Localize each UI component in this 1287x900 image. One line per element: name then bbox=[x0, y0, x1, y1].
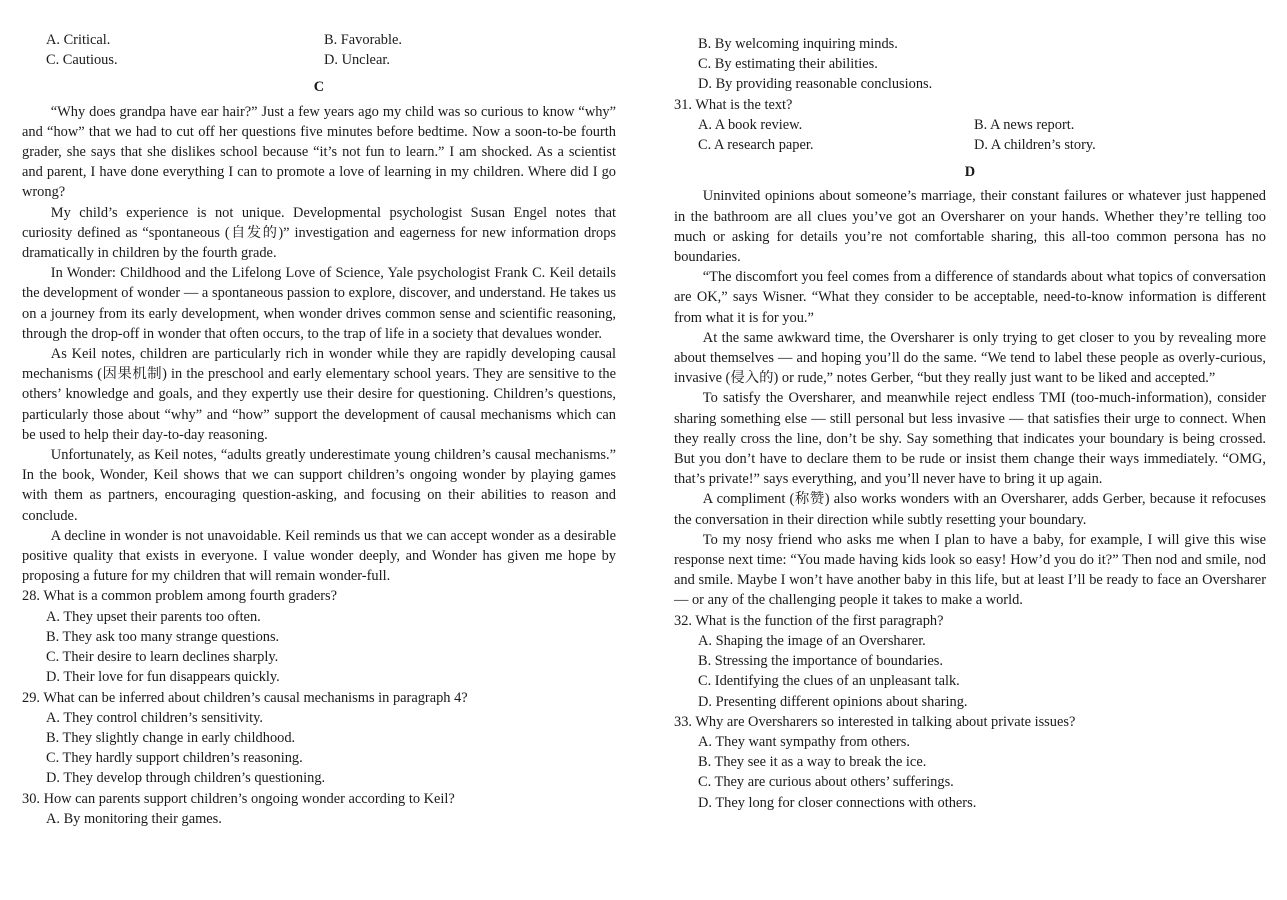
question-31-options-row-2 bbox=[698, 135, 1266, 155]
question-28-option-c: C. Their desire to learn declines sharply. bbox=[46, 649, 279, 666]
question-29-option-a: A. They control children’s sensitivity. bbox=[46, 709, 264, 726]
previous-question-options-row-1 bbox=[46, 30, 616, 50]
question-32-option-d: D. Presenting different opinions about sharing. bbox=[698, 693, 968, 710]
question-32-stem: 32. What is the function of the first paragraph? bbox=[674, 612, 944, 629]
question-30-stem: 30. How can parents support children’s ongoing wonder according to Keil? bbox=[22, 790, 455, 807]
question-32-option-a: A. Shaping the image of an Oversharer. bbox=[698, 632, 926, 649]
question-31-option-d: D. A children’s story. bbox=[974, 137, 1096, 154]
passage-d-paragraph-6: To my nosy friend who asks me when I plan to have a baby, for example, I will give this wise response next time: “You made having kids look so easy! How’d you do it?” Then nod and smile, nod and smile. Maybe I won’t have another baby in this life, but at least I’ll be ready to face an Oversharer — or any of the challenging people it takes to make a world. bbox=[674, 531, 1266, 609]
question-32-option-b: B. Stressing the importance of boundaries. bbox=[698, 653, 943, 670]
passage-d-paragraph-5: A compliment (称赞) also works wonders with an Oversharer, adds Gerber, because it refocuses the conversation in their direction while subtly resetting your boundary. bbox=[674, 491, 1266, 528]
question-30-option-a: A. By monitoring their games. bbox=[46, 810, 222, 827]
question-30-option-b: B. By welcoming inquiring minds. bbox=[698, 36, 898, 52]
passage-c-paragraph-4: As Keil notes, children are particularly rich in wonder while they are rapidly developing causal mechanisms (因果机制) in the preschool and early elementary school years. They are sensitive to the others’ knowledge and goals, and they expertly use their desire for questioning. Children’s questions, particularly those about “why” and “how” support the development of causal mechanisms which can be used to help their day-to-day reasoning. bbox=[22, 346, 616, 443]
passage-d-paragraph-3: At the same awkward time, the Oversharer is only trying to get closer to you by revealing more about themselves — and hoping you’ll do the same. “We tend to label these people as overly-curious, invasive (侵入的) or rude,” notes Gerber, “but they really just want to be liked and accepted.” bbox=[674, 329, 1266, 387]
question-33-option-c: C. They are curious about others’ sufferings. bbox=[698, 774, 954, 791]
passage-c-paragraph-5: Unfortunately, as Keil notes, “adults greatly underestimate young children’s causal mechanisms.” In the book, Wonder, Keil shows that we can support children’s ongoing wonder by playing games with them as partners, encouraging question-asking, and focusing on their abilities to reason and conclude. bbox=[22, 447, 616, 524]
question-31-option-c: C. A research paper. bbox=[698, 137, 814, 154]
option-d: D. Unclear. bbox=[324, 52, 390, 69]
question-28-option-a: A. They upset their parents too often. bbox=[46, 608, 261, 625]
passage-d-paragraph-4: To satisfy the Oversharer, and meanwhile reject endless TMI (too-much-information), consider sharing something else — still personal but less invasive — that satisfies their urge to connect. When they really cross the line, don’t be shy. Say something that indicates your boundary is being crossed. But you don’t have to declare them to be rude or insist them change their ways immediately. “OMG, that’s private!” says everything, and you’ll never have to bring it up again. bbox=[674, 390, 1266, 488]
option-b: B. Favorable. bbox=[324, 32, 402, 48]
passage-d-paragraph-2: “The discomfort you feel comes from a difference of standards about what topics of conversation are OK,” says Wisner. “What they consider to be acceptable, need-to-know information is different from what it is for you.” bbox=[674, 269, 1266, 326]
question-33-option-b: B. They see it as a way to break the ice. bbox=[698, 754, 927, 771]
question-31-option-a: A. A book review. bbox=[698, 116, 803, 133]
question-33-option-d: D. They long for closer connections with others. bbox=[698, 794, 977, 811]
passage-c-paragraph-2: My child’s experience is not unique. Developmental psychologist Susan Engel notes that curiosity defined as “spontaneous (自发的)” investigation and eagerness for new information drops dramatically in children by the fourth grade. bbox=[22, 204, 616, 262]
question-28-option-b: B. They ask too many strange questions. bbox=[46, 628, 280, 645]
question-31-option-b: B. A news report. bbox=[974, 116, 1075, 133]
section-c-heading: C bbox=[313, 79, 325, 96]
question-29-option-b: B. They slightly change in early childhood. bbox=[46, 729, 296, 746]
section-d-heading: D bbox=[964, 164, 976, 181]
question-29-stem: 29. What can be inferred about children’s causal mechanisms in paragraph 4? bbox=[22, 689, 468, 706]
question-28-stem: 28. What is a common problem among fourth graders? bbox=[22, 588, 338, 605]
question-32-option-c: C. Identifying the clues of an unpleasant talk. bbox=[698, 673, 960, 690]
question-29-option-d: D. They develop through children’s questioning. bbox=[46, 770, 326, 787]
question-33-stem: 33. Why are Oversharers so interested in talking about private issues? bbox=[674, 713, 1076, 730]
passage-c-paragraph-3: In Wonder: Childhood and the Lifelong Love of Science, Yale psychologist Frank C. Keil details the development of wonder — a spontaneous passion to explore, discover, and understand. He takes us on a journey from its early development, when wonder drives common sense and scientific reasoning, through the drop-off in wonder that often occurs, to the trap of life in a society that devalues wonder. bbox=[22, 265, 616, 342]
option-c: C. Cautious. bbox=[46, 52, 118, 69]
passage-d-paragraph-1: Uninvited opinions about someone’s marriage, their constant failures or whatever just happened in the bathroom are all clues you’ve got an Oversharer on your hands. Whether they’re telling too much or asking for details you’re not comfortable sharing, this all-too common persona has no boundaries. bbox=[674, 188, 1266, 266]
question-30-option-c: C. By estimating their abilities. bbox=[698, 56, 878, 73]
question-30-option-d: D. By providing reasonable conclusions. bbox=[698, 76, 933, 93]
passage-c-paragraph-6: A decline in wonder is not unavoidable. Keil reminds us that we can accept wonder as a desirable positive quality that exists in everyone. I value wonder deeply, and Wonder has given me hope by proposing a future for my children that will remain wonder-full. bbox=[22, 527, 616, 585]
question-28-option-d: D. Their love for fun disappears quickly. bbox=[46, 669, 280, 686]
option-a: A. Critical. bbox=[46, 32, 111, 48]
question-31-options-row-1 bbox=[698, 115, 1266, 135]
question-33-option-a: A. They want sympathy from others. bbox=[698, 733, 910, 750]
question-31-stem: 31. What is the text? bbox=[674, 96, 793, 113]
previous-question-options-row-2 bbox=[46, 50, 616, 70]
passage-c-paragraph-1: “Why does grandpa have ear hair?” Just a few years ago my child was so curious to know “why” and “how” that we had to cut off her questions five minutes before bedtime. Now a soon-to-be fourth grader, she says that she dislikes school because “it’s not fun to learn.” I am shocked. As a scientist and parent, I have done everything I can to promote a love of learning in my children. Where did I go wrong? bbox=[22, 103, 616, 201]
right-column bbox=[674, 34, 1266, 813]
left-column bbox=[22, 30, 616, 829]
question-29-option-c: C. They hardly support children’s reasoning. bbox=[46, 750, 303, 767]
